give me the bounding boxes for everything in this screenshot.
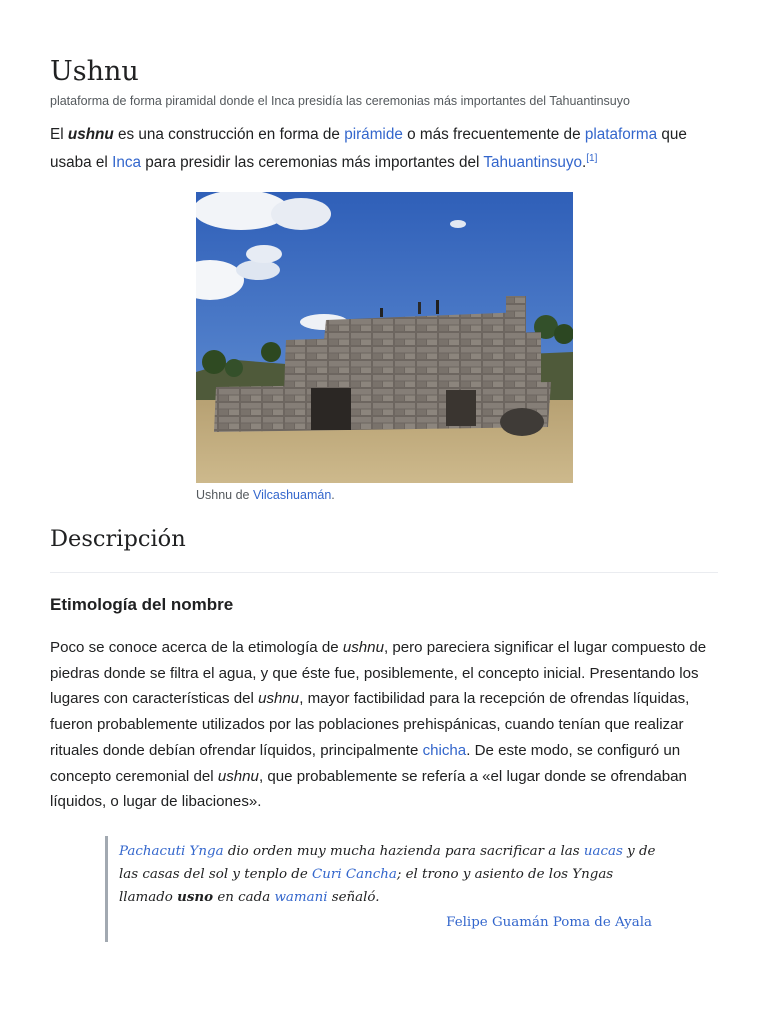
body-text: , que probablemente se refería a «el lugar donde se ofrendaban líquidos, o lugar de libaciones». xyxy=(50,767,687,811)
etymology-paragraph xyxy=(50,635,718,815)
lead-text: . xyxy=(582,154,587,171)
body-text: Poco se conoce acerca de la etimología de xyxy=(50,639,343,656)
link-inca[interactable]: Inca xyxy=(112,154,142,171)
reference-link[interactable]: [1] xyxy=(586,152,598,164)
quote-segment: en cada xyxy=(213,890,275,905)
lead-paragraph xyxy=(50,121,718,177)
lead-text: o más frecuentemente de xyxy=(402,126,585,143)
page-title: Ushnu xyxy=(50,56,139,87)
quote-segment: y de las casas del sol y tenplo de xyxy=(119,844,656,882)
quote-segment: señaló. xyxy=(327,890,380,905)
lead-text: El xyxy=(50,126,68,143)
lead-text: es una construcción en forma de xyxy=(113,126,345,143)
page-subtitle: plataforma de forma piramidal donde el Inca presidía las ceremonias más importantes del Tahuantinsuyo xyxy=(50,94,630,108)
body-term: ushnu xyxy=(342,639,384,656)
quote-bold-term: usno xyxy=(177,889,214,905)
ushnu-photo-illustration xyxy=(196,192,573,483)
lead-text: para presidir las ceremonias más importantes del xyxy=(141,154,484,171)
quote-text xyxy=(119,841,660,910)
link-tahuantinsuyo[interactable]: Tahuantinsuyo xyxy=(483,154,583,171)
photo-caption xyxy=(196,488,335,502)
ushnu-photo[interactable] xyxy=(196,192,573,483)
quote-author-link[interactable]: Felipe Guamán Poma de Ayala xyxy=(446,915,652,930)
lead-term: ushnu xyxy=(67,126,114,143)
body-text: . De este modo, se configuró un concepto ceremonial del xyxy=(50,741,681,785)
caption-text: Ushnu de xyxy=(196,488,253,502)
link-piramide[interactable]: pirámide xyxy=(344,126,403,143)
section-divider xyxy=(50,572,718,573)
section-heading-descripcion[interactable]: Descripción xyxy=(50,526,186,552)
quote-segment: ; el trono y asiento de los Yngas llamado xyxy=(119,866,614,905)
blockquote xyxy=(105,836,660,942)
caption-text: . xyxy=(331,488,335,502)
link-uacas[interactable]: uacas xyxy=(583,844,623,859)
subsection-heading-etimologia: Etimología del nombre xyxy=(50,595,234,614)
body-term: ushnu xyxy=(217,767,259,785)
quote-segment: dio orden muy mucha hazienda para sacrificar a las xyxy=(223,844,584,859)
body-text: , mayor factibilidad para la recepción de ofrendas líquidas, fueron probablemente utilizados por las poblaciones prehispánicas, cuando tenían que realizar rituales donde debían ofrendar líquidos, principalmente xyxy=(50,690,690,759)
link-wamani[interactable]: wamani xyxy=(274,890,328,905)
body-term: ushnu xyxy=(258,690,300,708)
link-curi-cancha[interactable]: Curi Cancha xyxy=(312,866,397,882)
link-plataforma[interactable]: plataforma xyxy=(584,126,658,143)
lead-text: que usaba el xyxy=(50,126,687,171)
link-vilcashuaman[interactable]: Vilcashuamán xyxy=(252,488,332,502)
body-text: , pero pareciera significar el lugar compuesto de piedras donde se filtra el agua, y que éste fue, posiblemente, el concepto inicial. Presentando los lugares con características del xyxy=(50,639,707,708)
link-pachacuti-ynga[interactable]: Pachacuti Ynga xyxy=(119,844,224,859)
link-chicha[interactable]: chicha xyxy=(422,741,467,759)
